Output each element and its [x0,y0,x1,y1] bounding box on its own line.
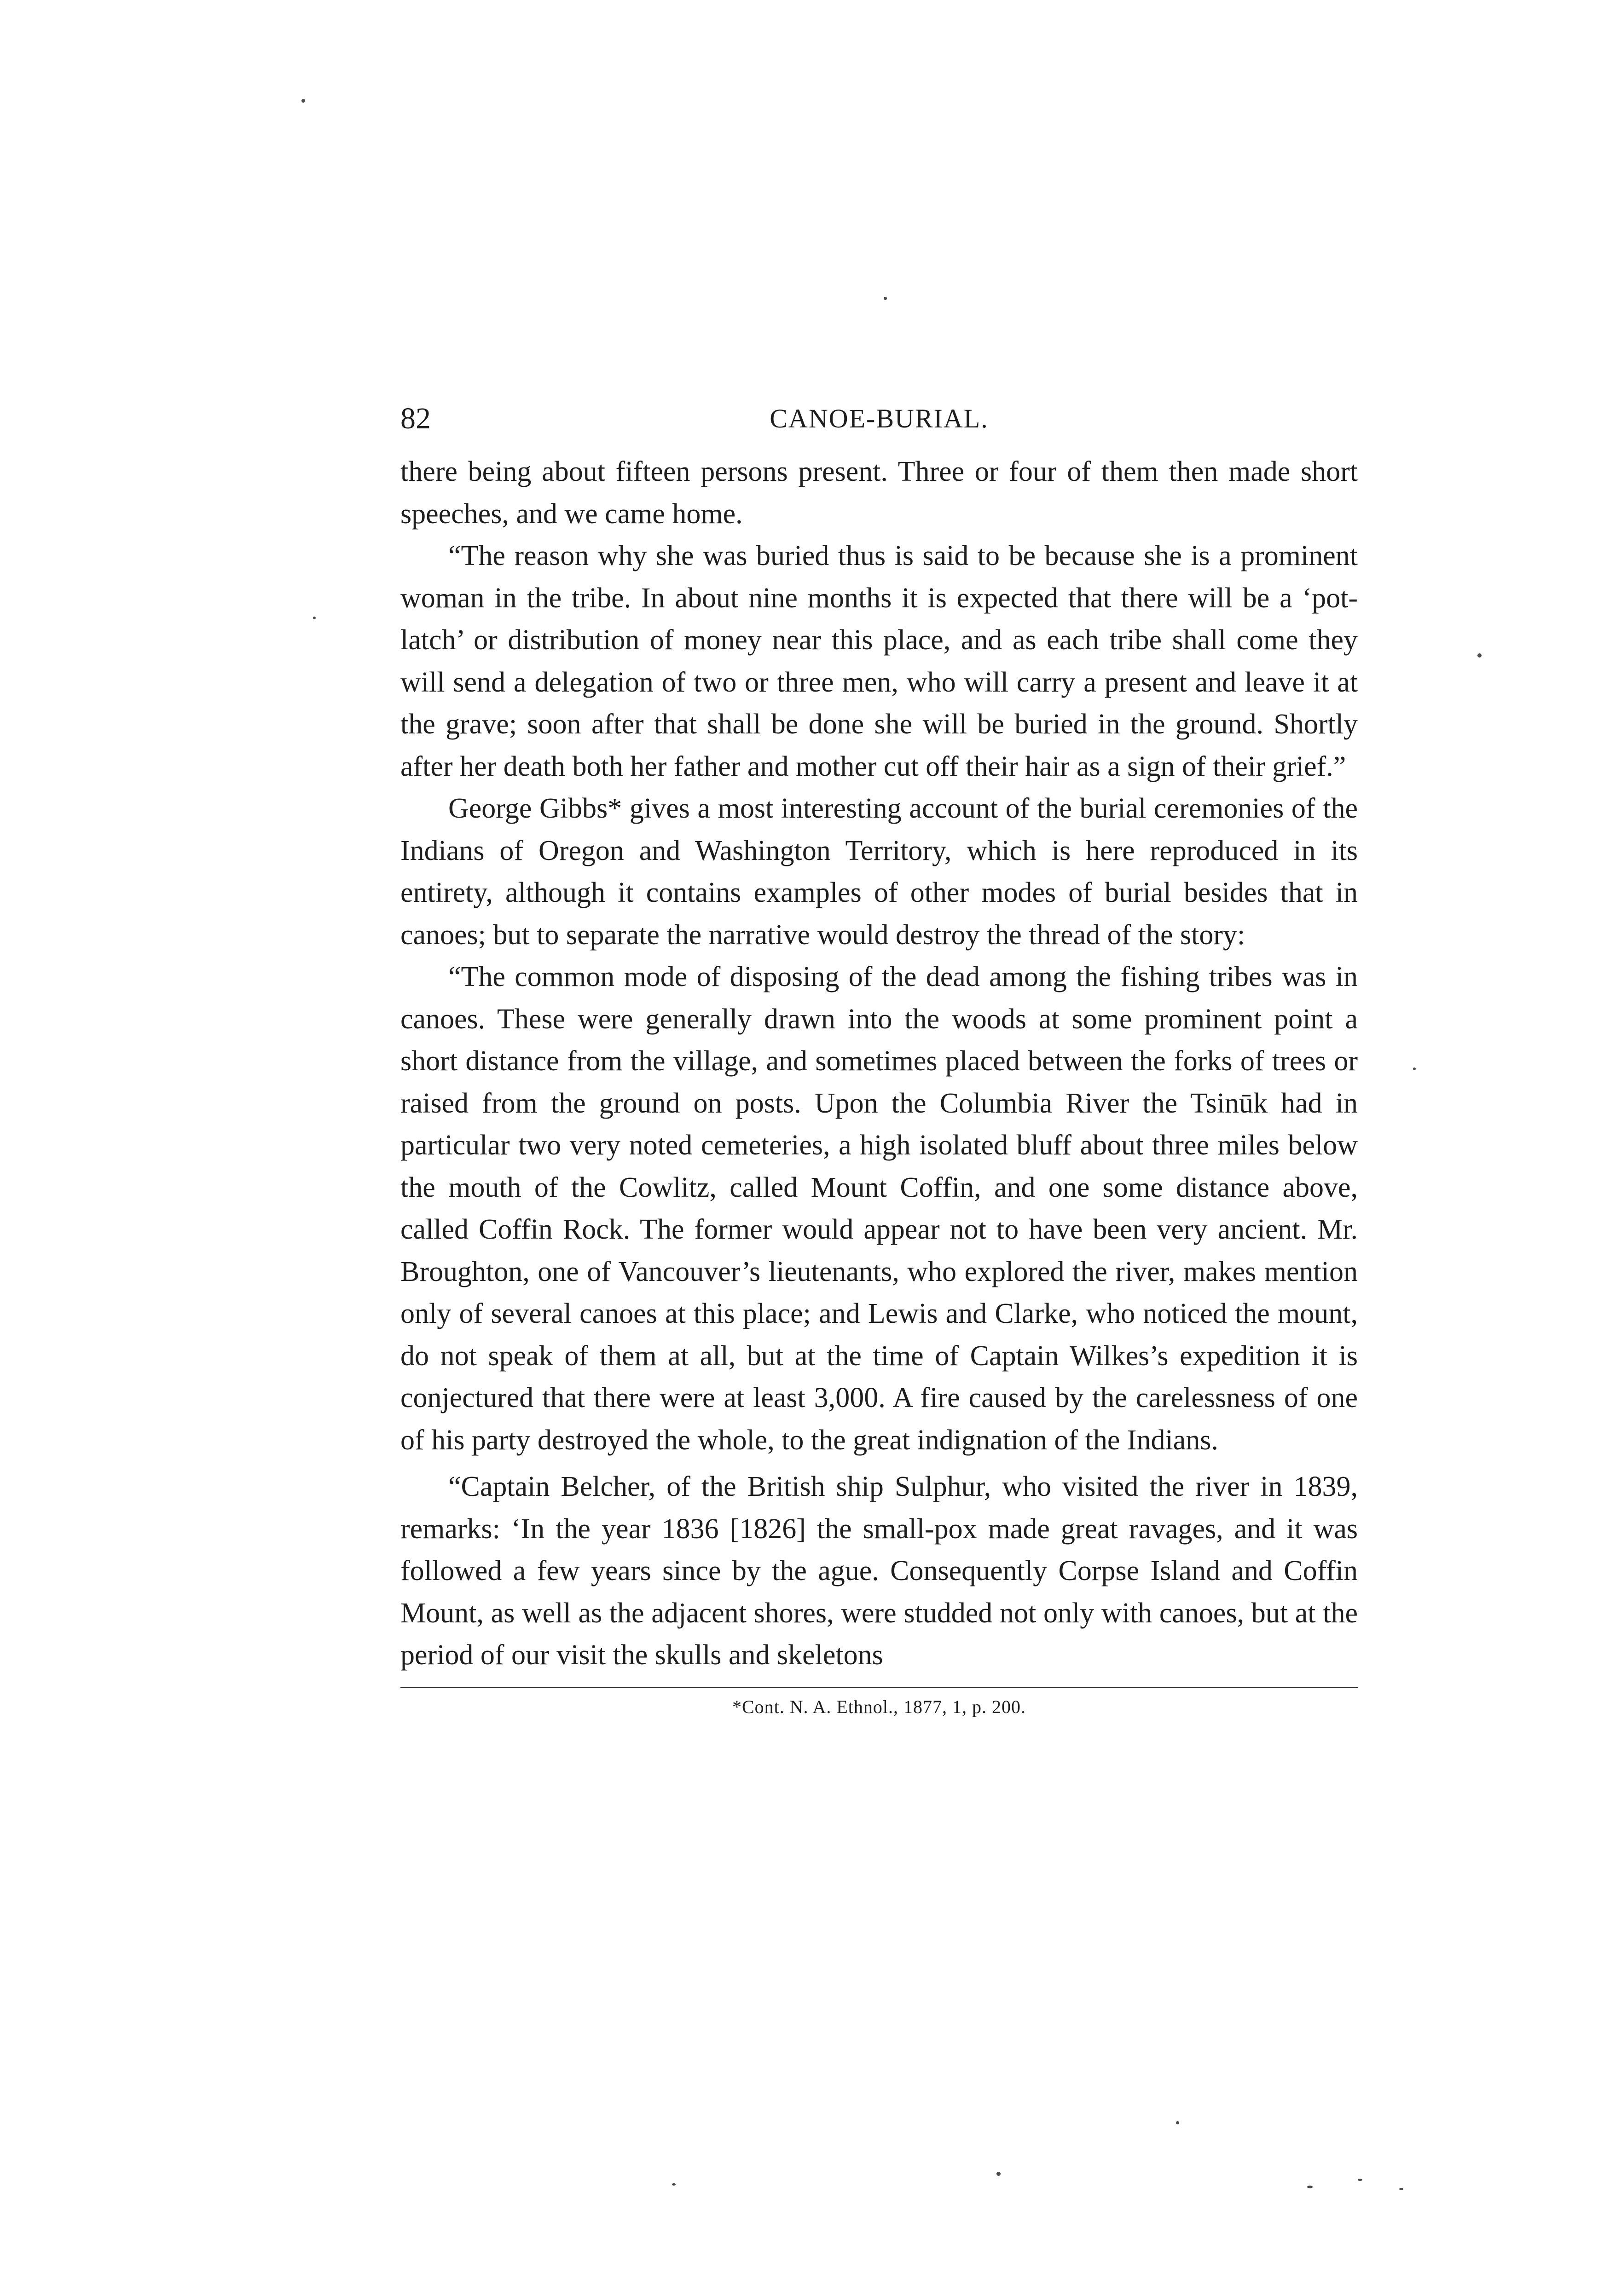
running-title: CANOE-BURIAL. [770,404,989,433]
book-page [400,396,1358,1719]
scan-speck [672,2183,676,2186]
scan-speck [1477,653,1482,658]
paragraph: there being about fifteen persons present. Three or four of them then made short speeches, and we came home. [400,456,1358,530]
scan-speck [996,2172,1001,2176]
scan-speck [1358,2179,1362,2181]
scan-speck [313,617,316,619]
footnote: *Cont. N. A. Ethnol., 1877, 1, p. 200. [732,1696,1026,1717]
paragraph: “The common mode of disposing of the dead among the fishing tribes was in canoes. These were generally drawn into the woods at some prominent point a short distance from the village, and sometimes placed between the forks of trees or raised from the ground on posts. Upon the Columbia River the Tsinūk had in particular two very noted cemeteries, a high isolated bluff about three miles below the mouth of the Cowlitz, called Mount Coffin, and one some distance above, called Coffin Rock. The former would appear not to have been very ancient. Mr. Broughton, one of Vancouver’s lieutenants, who explored the river, makes mention only of several canoes at this place; and Lewis and Clarke, who noticed the mount, do not speak of them at all, but at the time of Captain Wilkes’s expedition it is conjectured that there were at least 3,000. A fire caused by the carelessness of one of his party destroyed the whole, to the great indignation of the Indians. [400,961,1358,1456]
paragraph: “Captain Belcher, of the British ship Sulphur, who visited the river in 1839, remarks: ‘In the year 1836 [1826] the small-pox made great ravages, and it was followed a few years since by the ague. Consequently Corpse Island and Coffin Mount, as well as the adjacent shores, were studded not only with canoes, but at the period of our visit the skulls and skeletons [400,1471,1358,1671]
paragraph: “The reason why she was buried thus is said to be because she is a prominent woman in the tribe. In about nine months it is expected that there will be a ‘pot-latch’ or distribution of money near this place, and as each tribe shall come they will send a delegation of two or three men, who will carry a present and leave it at the grave; soon after that shall be done she will be buried in the ground. Shortly after her death both her father and mother cut off their hair as a sign of their grief.” [400,540,1358,782]
page-number: 82 [400,402,431,435]
scan-speck [301,99,305,103]
body-text [400,451,1358,1677]
running-head [400,396,1358,442]
footnote-rule [400,1687,1358,1688]
scan-speck [1399,2188,1403,2190]
scan-speck [884,297,887,300]
scan-speck [1307,2186,1313,2188]
scan-speck [1176,2121,1179,2124]
paragraph: George Gibbs* gives a most interesting account of the burial ceremonies of the Indians of Oregon and Washington Territory, which is here reproduced in its entirety, although it contains examples of other modes of burial besides that in canoes; but to separate the narrative would destroy the thread of the story: [400,793,1358,951]
scan-speck [1413,1067,1416,1070]
